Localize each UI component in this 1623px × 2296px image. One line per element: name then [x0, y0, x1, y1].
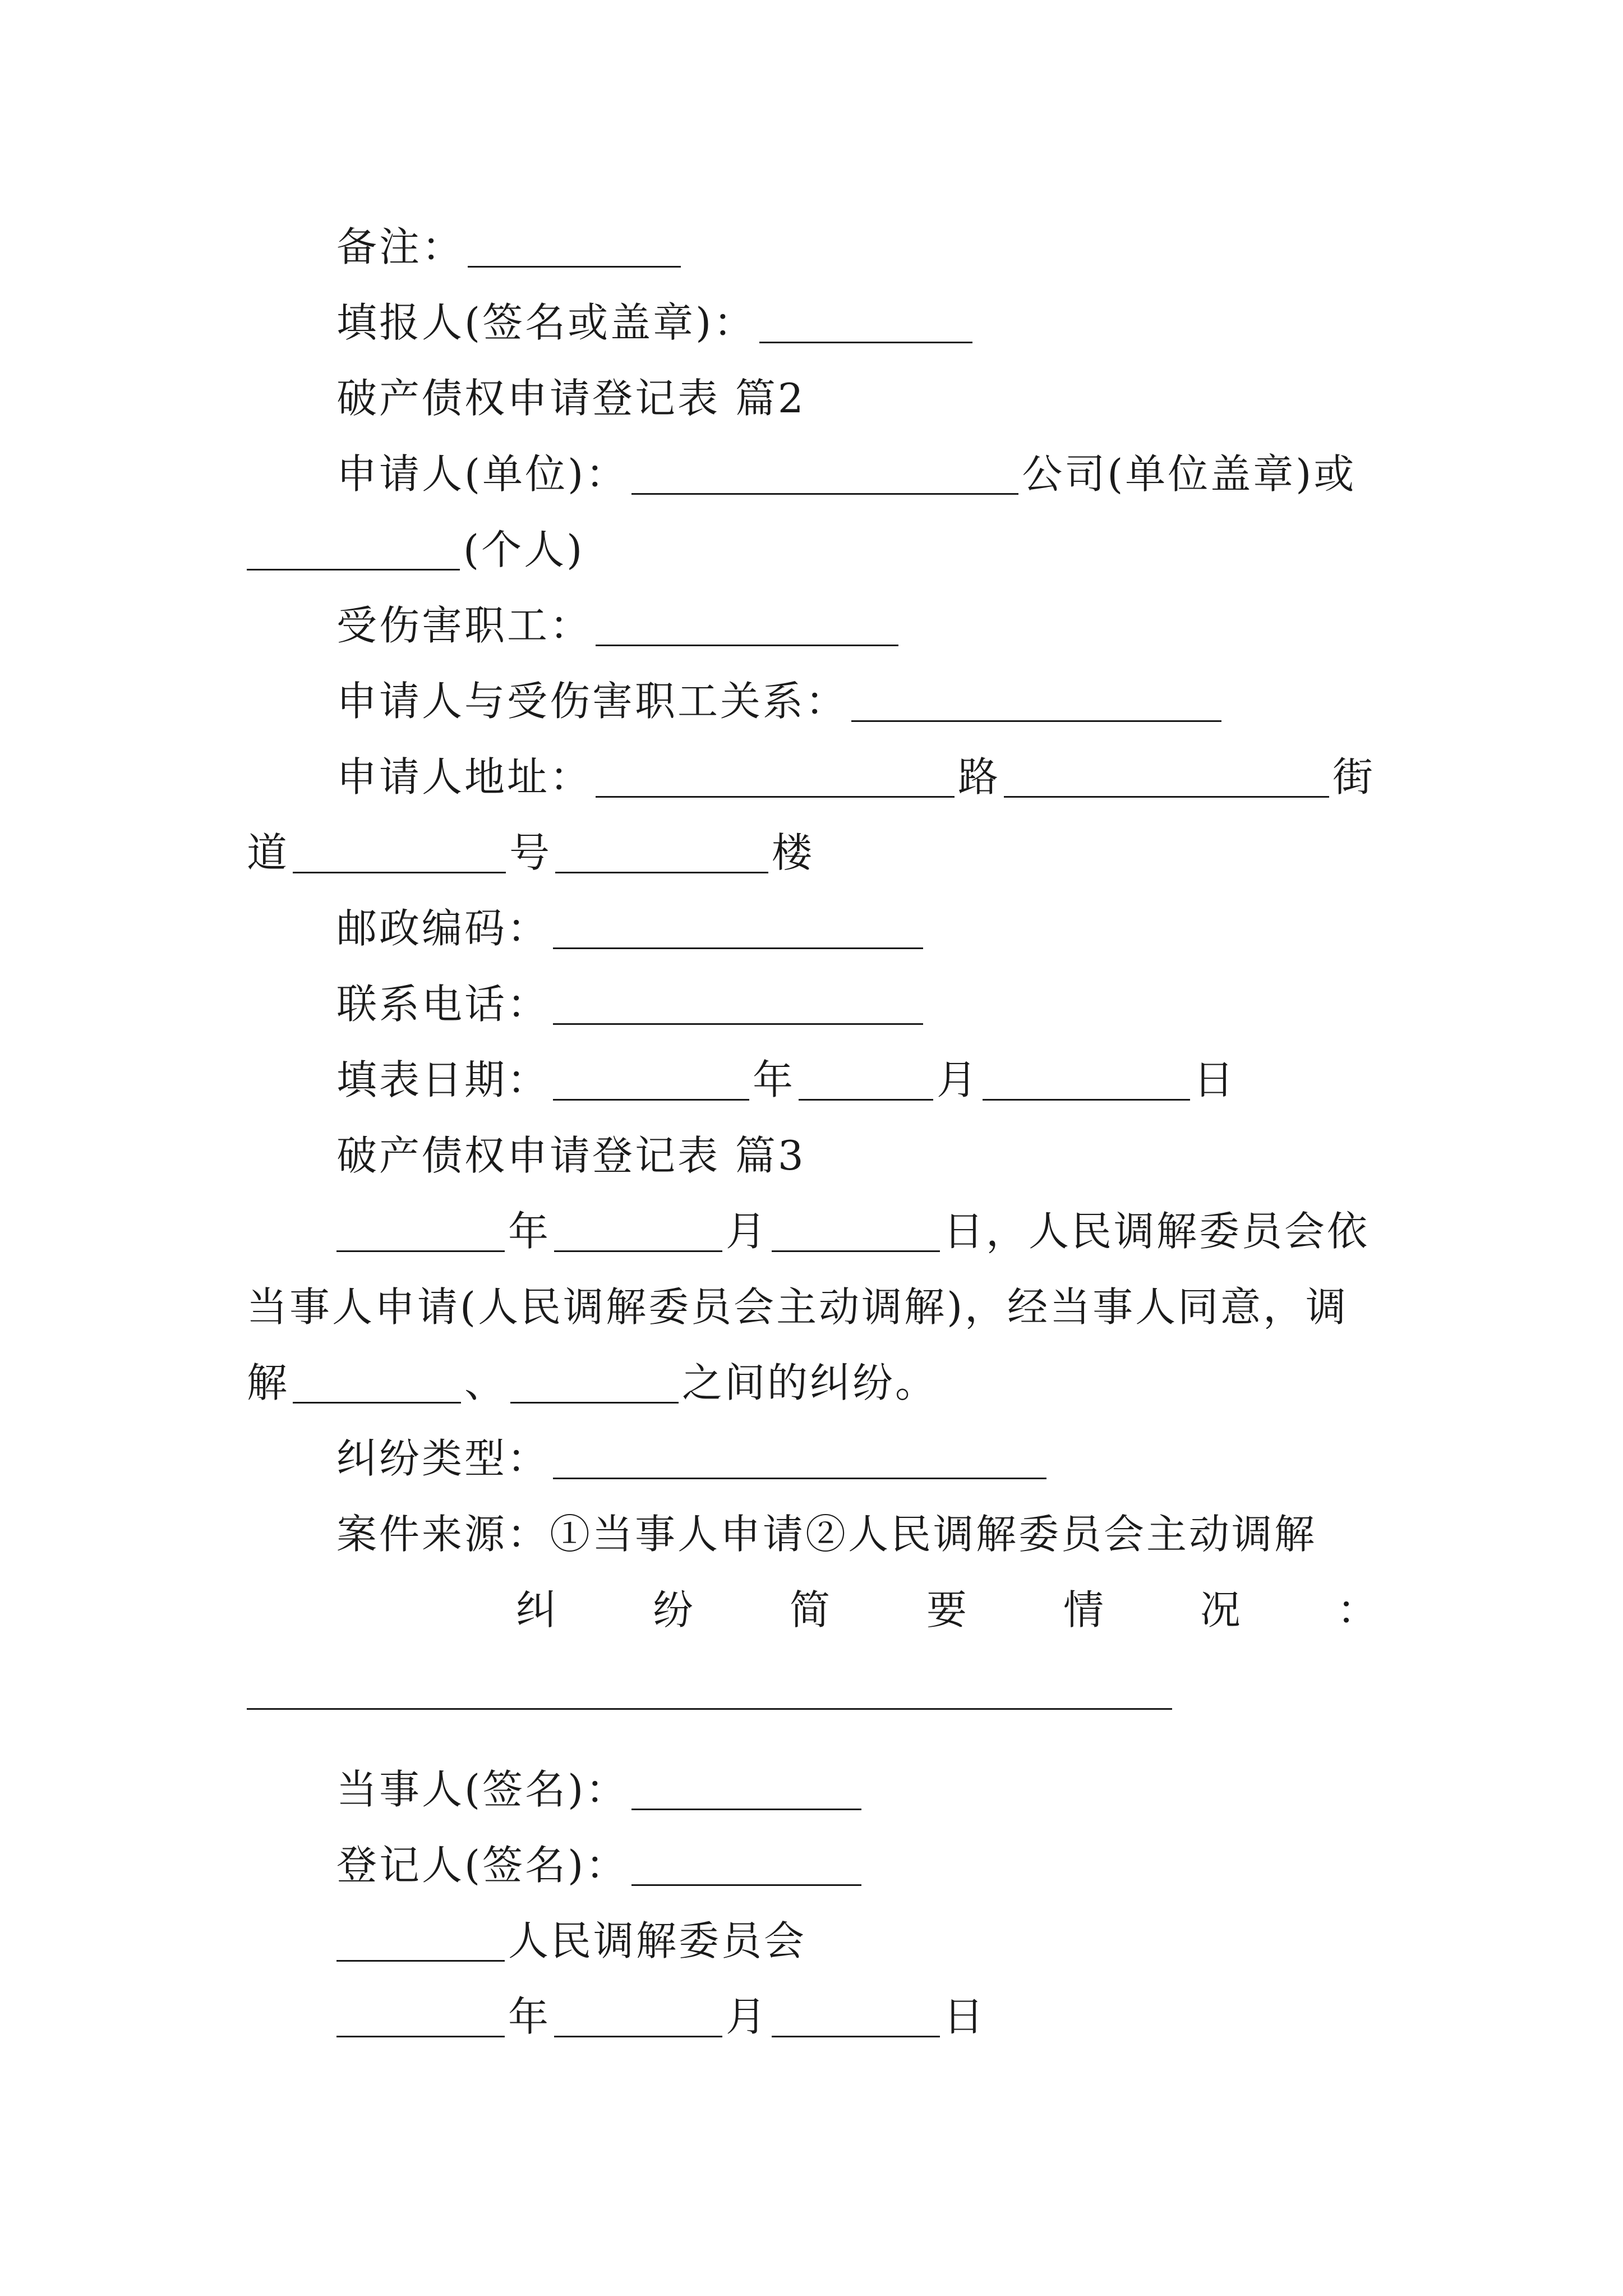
address-line-2	[247, 819, 1391, 886]
registrar-sign-blank[interactable]	[631, 1839, 861, 1886]
building-label: 楼	[772, 829, 815, 876]
party-sign-blank[interactable]	[631, 1764, 861, 1810]
party-b-blank[interactable]	[510, 1357, 679, 1404]
injured-worker-line	[336, 592, 1391, 659]
applicant-unit-line	[336, 440, 1391, 508]
dispute-type-label: 纠纷类型：	[336, 1435, 550, 1482]
number-label: 号	[509, 829, 552, 876]
p3-line-1-tail: 日，人民调解委员会依	[943, 1208, 1370, 1255]
party-sign-line	[336, 1756, 1391, 1823]
address-label: 申请人地址：	[336, 753, 593, 800]
month-label: 月	[937, 1056, 980, 1103]
p3-line-3-head: 解	[247, 1359, 290, 1406]
address-line	[336, 743, 1391, 811]
final-month-blank[interactable]	[554, 1991, 722, 2037]
phone-blank[interactable]	[553, 978, 923, 1025]
phone-line	[336, 970, 1391, 1038]
committee-label: 人民调解委员会	[508, 1917, 807, 1964]
injured-worker-label: 受伤害职工：	[336, 602, 593, 649]
committee-line	[336, 1907, 1391, 1975]
fill-date-label: 填表日期：	[336, 1056, 550, 1103]
section-title-3	[336, 1122, 1391, 1189]
filler-blank[interactable]	[759, 297, 972, 343]
remarks-blank[interactable]	[468, 221, 681, 268]
final-day-blank[interactable]	[772, 1991, 940, 2037]
street-label: 街	[1332, 753, 1376, 800]
p3-year-blank[interactable]	[336, 1205, 505, 1252]
phone-label: 联系电话：	[336, 981, 550, 1028]
street-blank[interactable]	[1004, 751, 1329, 798]
fill-day-blank[interactable]	[983, 1054, 1190, 1101]
summary-char: 要	[926, 1586, 969, 1634]
personal-line	[247, 516, 1391, 583]
summary-blank-line[interactable]	[247, 1708, 1172, 1710]
number-blank[interactable]	[555, 827, 768, 873]
relation-blank[interactable]	[851, 675, 1221, 722]
p3-line-3	[247, 1349, 1391, 1416]
applicant-unit-label: 申请人(单位)：	[336, 450, 629, 498]
remarks-label: 备注：	[336, 223, 465, 270]
final-date-line	[336, 1983, 1391, 2050]
applicant-unit-blank[interactable]	[631, 448, 1018, 495]
section-title-3-text: 破产债权申请登记表 篇3	[336, 1132, 806, 1179]
p3-day-blank[interactable]	[772, 1205, 940, 1252]
case-source-text: 案件来源：①当事人申请②人民调解委员会主动调解	[336, 1511, 1317, 1558]
summary-char: 况	[1200, 1586, 1243, 1634]
year-label: 年	[508, 1208, 551, 1255]
section-title-2	[336, 365, 1391, 432]
dao-label: 道	[247, 829, 290, 876]
dao-blank[interactable]	[293, 827, 506, 873]
dispute-type-line	[336, 1425, 1391, 1492]
summary-heading	[516, 1576, 1380, 1644]
road-label: 路	[958, 753, 1001, 800]
fill-year-blank[interactable]	[553, 1054, 749, 1101]
registrar-sign-label: 登记人(签名)：	[336, 1842, 629, 1889]
dispute-type-blank[interactable]	[553, 1433, 1046, 1479]
month-label: 月	[726, 1993, 769, 2040]
summary-char: 情	[1063, 1586, 1106, 1634]
injured-worker-blank[interactable]	[596, 600, 898, 646]
summary-char: 纷	[652, 1586, 695, 1634]
filler-line	[336, 289, 1391, 356]
postcode-line	[336, 895, 1391, 962]
registrar-sign-line	[336, 1832, 1391, 1899]
personal-suffix: (个人)	[463, 526, 585, 573]
summary-char: 简	[789, 1586, 832, 1634]
section-title-2-text: 破产债权申请登记表 篇2	[336, 375, 806, 422]
day-label: 日	[943, 1993, 986, 2040]
company-suffix: 公司(单位盖章)或	[1022, 450, 1357, 498]
party-sign-label: 当事人(签名)：	[336, 1766, 629, 1813]
p3-line-2	[247, 1273, 1391, 1341]
personal-blank[interactable]	[247, 524, 460, 570]
p3-line-2-text: 当事人申请(人民调解委员会主动调解)，经当事人同意，调	[247, 1283, 1349, 1331]
postcode-label: 邮政编码：	[336, 905, 550, 952]
committee-name-blank[interactable]	[336, 1915, 505, 1962]
relation-line	[336, 668, 1391, 735]
year-label: 年	[508, 1993, 551, 2040]
fill-date-line	[336, 1046, 1391, 1114]
party-a-blank[interactable]	[293, 1357, 461, 1404]
p3-line-3-sep: 、	[464, 1359, 508, 1406]
remarks-line	[336, 213, 1391, 280]
filler-label: 填报人(签名或盖章)：	[336, 299, 757, 346]
day-label: 日	[1193, 1056, 1237, 1103]
year-label: 年	[753, 1056, 796, 1103]
fill-month-blank[interactable]	[799, 1054, 933, 1101]
postcode-blank[interactable]	[553, 903, 923, 949]
month-label: 月	[726, 1208, 769, 1255]
p3-line-1	[336, 1198, 1391, 1265]
p3-month-blank[interactable]	[554, 1205, 722, 1252]
p3-line-3-tail: 之间的纠纷。	[682, 1359, 938, 1406]
relation-label: 申请人与受伤害职工关系：	[336, 678, 849, 725]
summary-char: 纠	[516, 1586, 559, 1634]
summary-char: ：	[1336, 1586, 1380, 1634]
road-blank[interactable]	[596, 751, 955, 798]
final-year-blank[interactable]	[336, 1991, 505, 2037]
case-source-line	[336, 1501, 1391, 1568]
